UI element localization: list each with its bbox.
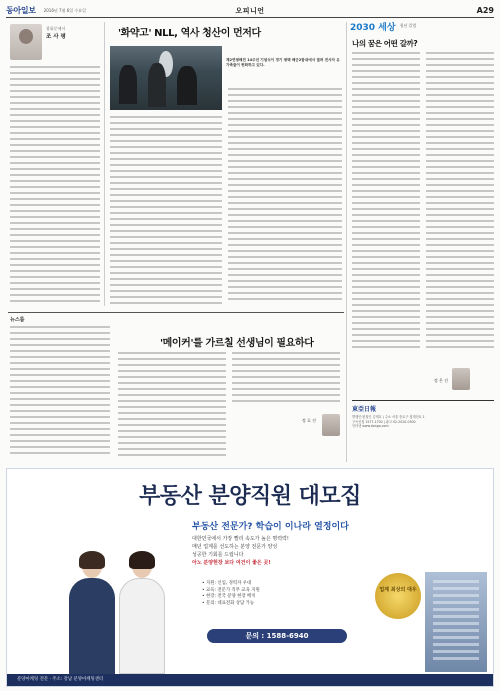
section-title: 오피니언 — [235, 6, 265, 15]
ad-model-right — [117, 554, 167, 674]
publisher-row: 발행인·편집인 김재호 | 주소 서울 종로구 청계천로 1 — [352, 415, 425, 419]
publisher-row: 인터넷 www.donga.com — [352, 424, 389, 429]
youth-column-logo — [350, 18, 494, 34]
section-label: 뉴스룸 — [10, 317, 25, 323]
ad-highlight: 아노 분양현장 보다 여건이 좋은 곳! — [192, 560, 271, 566]
columnist-photo — [10, 24, 42, 60]
publisher-logo: 東亞日報 — [352, 406, 377, 413]
page-header — [6, 4, 494, 18]
top-headline: '화약고' NLL, 역사 청산이 먼저다 — [118, 28, 261, 39]
ad-model-left — [67, 554, 117, 674]
youth-headline: 나의 꿈은 어떤 갈까? — [352, 39, 418, 48]
mid-writer-name: 정 호 진 — [301, 418, 316, 423]
ad-question: 부동산 전문가? 학습이 이나라 열정이다 — [192, 522, 349, 532]
ad-bullet: • 교육: 전문가 직무 교육 지원 — [202, 587, 260, 593]
mid-body-col1 — [10, 326, 110, 460]
memorial-photo — [110, 46, 222, 110]
youth-body-col1 — [352, 52, 420, 352]
publisher-row: 구독신청 1577-1700 | 광고 02-2020-0300 — [352, 419, 416, 424]
ad-line: 대한민국에서 가장 빨리 속도가 높은 명력력! — [192, 536, 289, 542]
ad-lines — [192, 535, 342, 567]
recruitment-ad — [6, 468, 494, 687]
youth-writer-photo — [452, 368, 470, 390]
masthead-brand: 동아일보 — [6, 6, 36, 15]
ad-bullets — [202, 581, 352, 607]
ad-line: 매년 업계를 선도하는 분양 전문가 양성 — [192, 544, 278, 550]
column-tag: 광화문에서 — [46, 26, 66, 31]
article-body-col1 — [110, 116, 222, 306]
ad-line: 성공한 기회를 드립니다 — [192, 552, 244, 558]
ad-phone[interactable]: 문의 : 1588-6940 — [207, 629, 347, 643]
ad-bullet: • 지원: 신입, 경력자 우대 — [202, 581, 252, 586]
ad-bullet: • 문의: 대표전화 상담 가능 — [202, 600, 255, 606]
youth-body-col2 — [426, 52, 494, 352]
photo-caption: 제2연평해전 14주년 기념식이 경기 평택 해군2함대에서 열려 전사자 유가족들이 헌화하고 있다. — [226, 58, 340, 67]
youth-logo-sub: 청년 칼럼 — [399, 23, 417, 28]
ad-footer: 분양마케팅 전문 · 주소: 강남 분양마케팅센터 — [7, 674, 493, 686]
mid-body-col2 — [118, 352, 226, 460]
ad-award-badge: 업계 최상의 대우 — [375, 573, 421, 619]
mid-writer-photo — [322, 414, 340, 436]
mid-body-col3 — [232, 352, 340, 408]
page-number: A29 — [476, 6, 494, 15]
columnist-name: 조 사 평 — [46, 34, 66, 40]
ad-building-image — [425, 572, 487, 672]
issue-date: 2016년 7월 6일 수요일 — [43, 7, 86, 13]
youth-writer-name: 정 은 진 — [433, 378, 448, 383]
article-body-col2 — [228, 88, 342, 306]
youth-logo-text: 2030 세상 — [350, 22, 396, 33]
publisher-info — [352, 400, 494, 458]
ad-title: 부동산 분양직원 대모집 — [139, 484, 361, 509]
column-body — [10, 66, 100, 304]
mid-headline: '메이커'를 가르칠 선생님이 필요하다 — [160, 338, 314, 349]
ad-bullet: • 현장: 전국 분양 현장 배치 — [202, 594, 256, 599]
